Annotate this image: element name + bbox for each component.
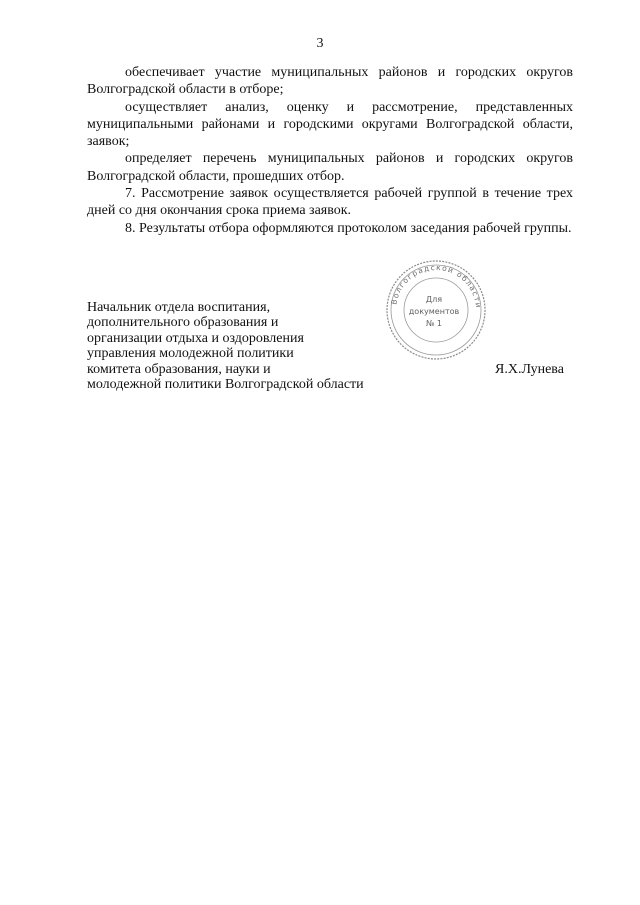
stamp-center-line: Для bbox=[425, 295, 443, 304]
signer-position-line: комитета образования, науки и bbox=[87, 361, 271, 377]
signer-position-line: дополнительного образования и bbox=[87, 315, 279, 331]
signer-position-line: организации отдыха и оздоровления bbox=[87, 330, 304, 346]
page-number: 3 bbox=[316, 36, 324, 51]
paragraph: 7. Рассмотрение заявок осуществляется рабочей группой в течение трех дней со дня окончания срока приема заявок. bbox=[87, 186, 573, 219]
document-body bbox=[87, 64, 573, 237]
paragraph: обеспечивает участие муниципальных районов и городских округов Волгоградской области в отборе; bbox=[87, 65, 573, 98]
paragraph: определяет перечень муниципальных районов и городских округов Волгоградской области, прошедших отбор. bbox=[87, 151, 573, 184]
signer-position-line: управления молодежной политики bbox=[87, 346, 294, 362]
stamp-ring-text: Волгоградской области bbox=[389, 262, 484, 310]
signature-block bbox=[87, 300, 417, 392]
stamp-center-line: документов bbox=[408, 307, 460, 316]
signer-position-line: молодежной политики Волгоградской области bbox=[87, 377, 364, 393]
stamp-center-line: № 1 bbox=[426, 319, 442, 328]
signer-position-line: Начальник отдела воспитания, bbox=[87, 300, 271, 315]
signer-name: Я.Х.Лунева bbox=[495, 362, 564, 377]
official-stamp bbox=[384, 258, 488, 362]
paragraph: осуществляет анализ, оценку и рассмотрение, представленных муниципальными районами и городскими округами Волгоградской области, заявок; bbox=[87, 99, 573, 150]
paragraph: 8. Результаты отбора оформляются протоколом заседания рабочей группы. bbox=[125, 220, 572, 236]
